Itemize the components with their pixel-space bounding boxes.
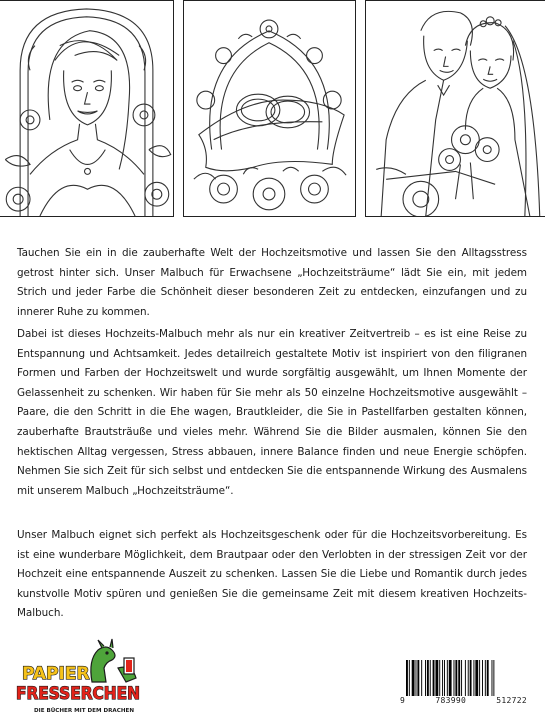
barcode-bar: [482, 660, 483, 696]
barcode-bar: [479, 660, 480, 696]
barcode-bar: [433, 660, 435, 696]
illustration-woman-portrait: [0, 0, 174, 217]
barcode-bar: [447, 660, 448, 696]
paragraph-intro: Tauchen Sie ein in die zauberhafte Welt der Hochzeitsmotive und lassen Sie den Alltagsstress getrost hinter sich. Unser Malbuch für Erwachsene „Hochzeitsträume“ lädt Sie ein, mit jedem Strich und jeder Farbe die Schönheit dieser besonderen Zeit zu entdecken, einzufangen und zu innerer Ruhe zu kommen.: [17, 247, 527, 318]
illustration-bridal-couple: [365, 0, 545, 217]
barcode-bar: [493, 660, 494, 696]
barcode-bar: [427, 660, 429, 696]
barcode-bar: [435, 660, 438, 696]
barcode-bar: [492, 660, 493, 696]
barcode-bar: [430, 660, 431, 696]
barcode-bar: [470, 660, 472, 696]
barcode-digit-left: 783990: [435, 696, 467, 705]
logo-tagline: DIE BÜCHER MIT DEM DRACHEN: [34, 708, 135, 714]
barcode-bar: [449, 660, 452, 696]
barcode-bar: [444, 660, 445, 696]
barcode-bar: [412, 660, 415, 696]
paragraph-description: Dabei ist dieses Hochzeits-Malbuch mehr als nur ein kreativer Zeitvertreib – es ist eine Reise zu Entspannung und Achtsamkeit. Jedes detailreich gestaltete Motiv ist inspiriert von den filigranen Formen und Farben der Hochzeitswelt und wurde sorgfältig ausgewählt, um Ihnen Momente der Gelassenheit zu schenken. Wir haben für Sie mehr als 50 einzelne Hochzeitsmotive ausgewählt – Paare, die den Schritt in die Ehe wagen, Brautkleider, die Sie in Pastellfarben gestalten können, zauberhafte Brautsträuße und vieles mehr. Während Sie die Bilder ausmalen, können Sie den hektischen Alltag vergessen, Stress abbauen, innere Balance finden und neue Energie schöpfen. Nehmen Sie sich Zeit für sich selbst und entdecken Sie die entspannende Wirkung des Ausmalens mit unserem Malbuch „Hochzeitsträume“.: [17, 328, 527, 497]
barcode-bar: [454, 660, 455, 696]
barcode-digit-right: 512722: [496, 696, 527, 705]
dragon-logo-drawing: [14, 638, 142, 718]
barcode-bar: [461, 660, 462, 696]
barcode-bar: [473, 660, 474, 696]
paragraph-gift: Unser Malbuch eignet sich perfekt als Hochzeitsgeschenk oder für die Hochzeitsvorbereitung. Es ist eine wunderbare Möglichkeit, dem Brautpaar oder den Verlobten in der stressigen Zeit vor der Hochzeit eine entspannende Auszeit zu schenken. Lassen Sie die Liebe und Romantik durch jedes kunstvolle Motiv spüren und genießen Sie die gemeinsame Zeit mit diesem kreativen Hochzeits-Malbuch.: [17, 529, 527, 620]
isbn-barcode: [398, 658, 529, 708]
barcode-bar: [421, 660, 422, 696]
woman-portrait-drawing: [0, 1, 173, 216]
barcode-bar: [442, 660, 443, 696]
barcode-bar: [487, 660, 489, 696]
barcode-bar: [455, 660, 457, 696]
wedding-rings-drawing: [184, 1, 355, 216]
barcode-bar: [475, 660, 478, 696]
logo-text-papier: PAPIER: [22, 664, 90, 684]
illustration-wedding-rings-pillow: [183, 0, 356, 217]
barcode-bar: [465, 660, 466, 696]
barcode-bar: [416, 660, 417, 696]
barcode-digits: [398, 696, 529, 705]
barcode-bar: [417, 660, 419, 696]
barcode-digit-lead: 9: [400, 696, 406, 705]
barcode-bar: [485, 660, 486, 696]
barcode-bar: [439, 660, 440, 696]
barcode-bars: [406, 660, 524, 696]
logo-text-fresserchen: FRESSERCHEN: [16, 684, 140, 704]
publisher-logo: [14, 638, 142, 718]
barcode-bar: [406, 660, 408, 696]
barcode-bar: [468, 660, 469, 696]
barcode-bar: [425, 660, 426, 696]
barcode-bar: [409, 660, 410, 696]
bridal-couple-drawing: [366, 1, 545, 216]
barcode-bar: [458, 660, 460, 696]
